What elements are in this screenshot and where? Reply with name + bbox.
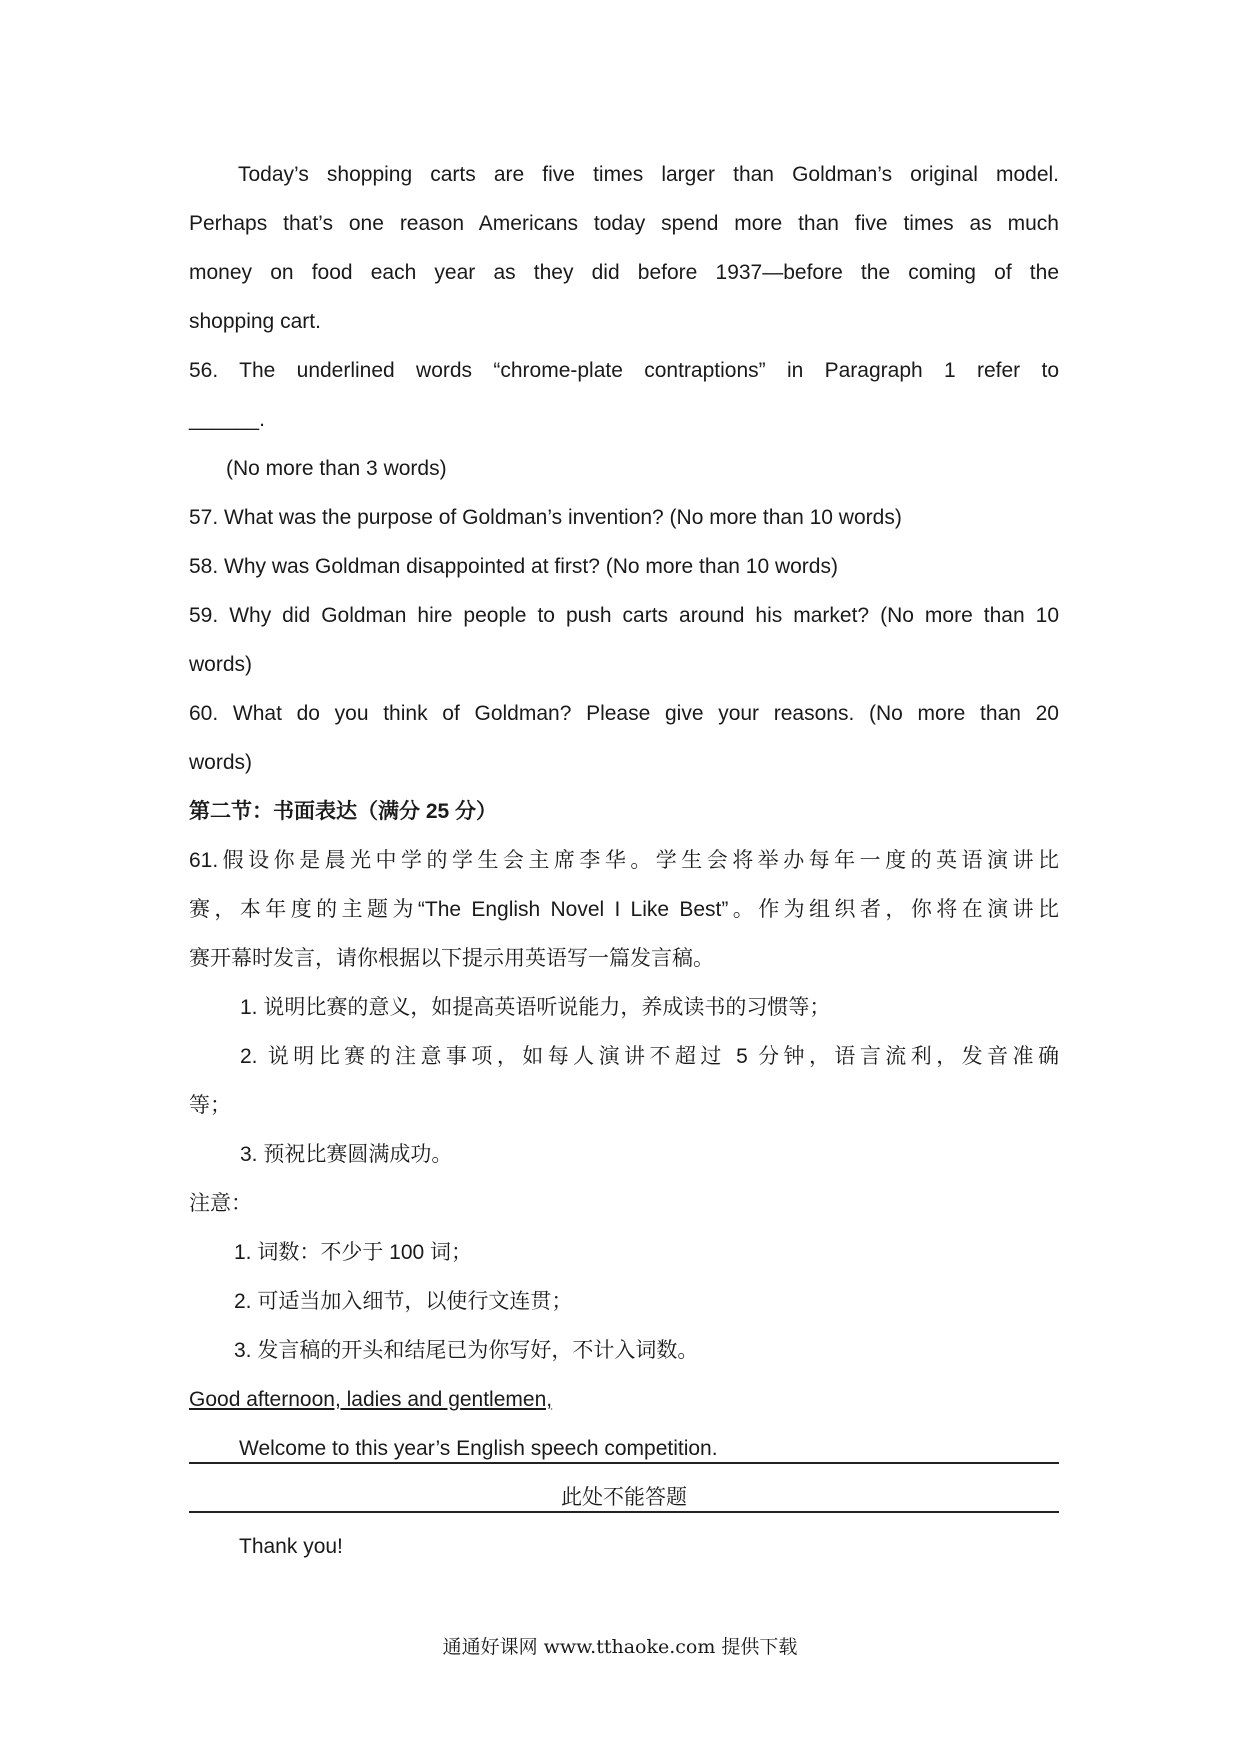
point-3: 3. 预祝比赛圆满成功。 <box>240 1143 453 1166</box>
prompt-line-3: 赛开幕时发言，请你根据以下提示用英语写一篇发言稿。 <box>189 947 714 970</box>
passage-line-4: shopping cart. <box>189 310 321 333</box>
speech-welcome: Welcome to this year’s English speech competition. <box>239 1437 718 1460</box>
passage-line-2: Perhaps that’s one reason Americans today spend more than five times as much <box>189 212 1059 235</box>
question-60: 60. What do you think of Goldman? Please give your reasons. (No more than 20 <box>189 702 1059 725</box>
notes-title: 注意： <box>189 1192 252 1215</box>
answer-line-2 <box>189 1511 1059 1513</box>
question-57: 57. What was the purpose of Goldman’s invention? (No more than 10 words) <box>189 506 902 529</box>
point-1: 1. 说明比赛的意义，如提高英语听说能力，养成读书的习惯等； <box>240 996 831 1019</box>
speech-closing: Thank you! <box>239 1535 343 1558</box>
speech-greeting: Good afternoon, ladies and gentlemen, <box>189 1388 553 1411</box>
note-3: 3. 发言稿的开头和结尾已为你写好，不计入词数。 <box>234 1339 699 1362</box>
question-56-note: (No more than 3 words) <box>226 457 447 480</box>
passage-line-3: money on food each year as they did before 1937—before the coming of the <box>189 261 1059 284</box>
point-2: 2. 说明比赛的注意事项，如每人演讲不超过 5 分钟，语言流利，发音准确 <box>240 1045 1059 1068</box>
question-56: 56. The underlined words “chrome-plate contraptions” in Paragraph 1 refer to <box>189 359 1059 382</box>
question-58: 58. Why was Goldman disappointed at first? (No more than 10 words) <box>189 555 838 578</box>
question-56-blank: ______. <box>189 408 265 431</box>
footer-source: 通通好课网 www.tthaoke.com 提供下载 <box>442 1636 798 1658</box>
question-59-cont: words) <box>189 653 253 676</box>
question-59: 59. Why did Goldman hire people to push carts around his market? (No more than 10 <box>189 604 1059 627</box>
note-2: 2. 可适当加入细节，以使行文连贯； <box>234 1290 573 1313</box>
question-60-cont: words) <box>189 751 253 774</box>
point-2-cont: 等； <box>189 1094 231 1117</box>
passage-line-1: Today’s shopping carts are five times larger than Goldman’s original model. <box>238 163 1059 186</box>
prompt-line-2: 赛，本年度的主题为“The English Novel I Like Best”。作为组织者，你将在演讲比 <box>189 898 1059 921</box>
section-heading: 第二节：书面表达（满分 25 分） <box>189 800 498 823</box>
answer-line-1 <box>189 1462 1059 1464</box>
prompt-line-1: 61.假设你是晨光中学的学生会主席李华。学生会将举办每年一度的英语演讲比 <box>189 849 1059 872</box>
no-answer-notice: 此处不能答题 <box>561 1486 687 1509</box>
note-1: 1. 词数：不少于 100 词； <box>234 1241 473 1264</box>
